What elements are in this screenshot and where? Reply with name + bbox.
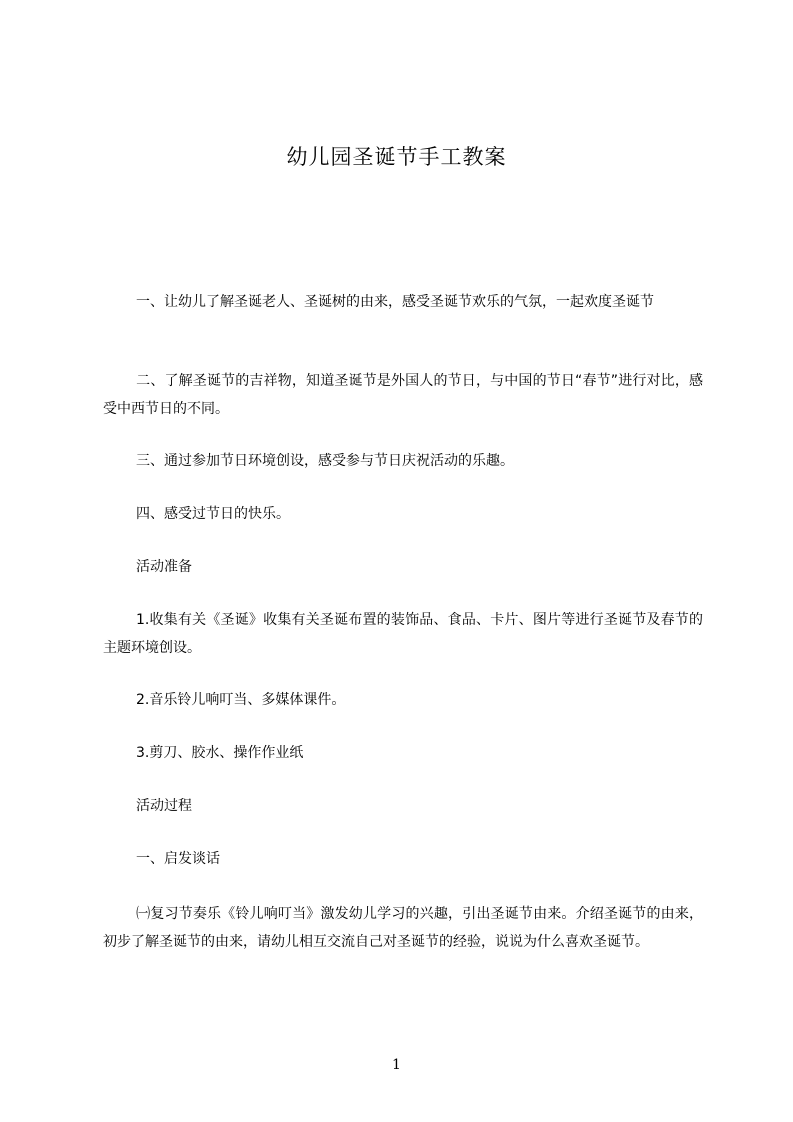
- paragraph-goal-2: [103, 367, 703, 423]
- paragraph-text: 2.音乐铃儿响叮当、多媒体课件。: [136, 692, 346, 708]
- section-heading-preparation: [103, 553, 703, 581]
- paragraph-preparation-1: [103, 606, 703, 662]
- document-title: 幼儿园圣诞节手工教案: [286, 145, 507, 169]
- paragraph-goal-4: [103, 500, 703, 528]
- paragraph-goal-1: [103, 288, 703, 316]
- section-heading-text: 活动准备: [136, 559, 192, 575]
- paragraph-goal-3: [103, 447, 703, 475]
- paragraph-preparation-3: [103, 739, 703, 767]
- section-heading-text: 一、启发谈话: [136, 851, 220, 867]
- paragraph-preparation-2: [103, 686, 703, 714]
- paragraph-process-1: [103, 900, 703, 956]
- section-heading-process: [103, 792, 703, 820]
- paragraph-text: 一、让幼儿了解圣诞老人、圣诞树的由来，感受圣诞节欢乐的气氛，一起欢度圣诞节: [136, 294, 654, 310]
- page-number: 1: [392, 1057, 401, 1073]
- section-heading-talk: [103, 845, 703, 873]
- paragraph-text: 二、了解圣诞节的吉祥物，知道圣诞节是外国人的节日，与中国的节日“春节”进行对比，感受中西节日的不同。: [103, 373, 703, 417]
- section-heading-text: 活动过程: [136, 798, 192, 814]
- paragraph-text: 3.剪刀、胶水、操作作业纸: [136, 745, 304, 761]
- paragraph-text: 三、通过参加节日环境创设，感受参与节日庆祝活动的乐趣。: [136, 453, 514, 469]
- paragraph-text: 四、感受过节日的快乐。: [136, 506, 290, 522]
- paragraph-text: 1.收集有关《圣诞》收集有关圣诞布置的装饰品、食品、卡片、图片等进行圣诞节及春节的主题环境创设。: [103, 612, 703, 656]
- paragraph-text: ㈠复习节奏乐《铃儿响叮当》激发幼儿学习的兴趣，引出圣诞节由来。介绍圣诞节的由来，初步了解圣诞节的由来，请幼儿相互交流自己对圣诞节的经验，说说为什么喜欢圣诞节。: [103, 906, 703, 950]
